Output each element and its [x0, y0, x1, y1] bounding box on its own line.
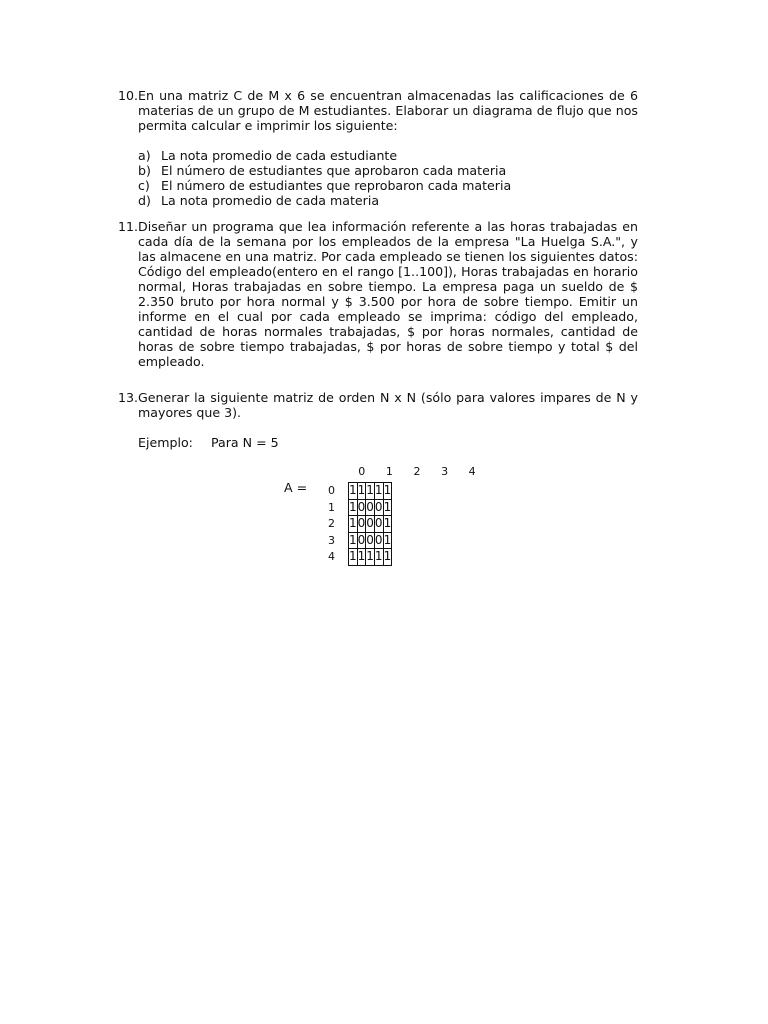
- item-text: El número de estudiantes que reprobaron cada materia: [161, 178, 512, 193]
- row-header: 3: [328, 533, 335, 547]
- matrix-cell: 1: [383, 483, 392, 500]
- matrix-cell: 0: [366, 516, 375, 533]
- matrix-cell: 1: [383, 532, 392, 549]
- matrix-cell: 0: [366, 499, 375, 516]
- problem-10: [118, 88, 638, 208]
- column-header: 4: [468, 465, 476, 478]
- matrix-table: [348, 482, 392, 566]
- matrix-cell: 1: [349, 483, 358, 500]
- matrix-column-headers: [348, 465, 486, 478]
- matrix-cell: 0: [357, 516, 366, 533]
- matrix-row-headers: [328, 483, 335, 566]
- column-header: 0: [358, 465, 366, 478]
- item-letter: d): [138, 193, 151, 208]
- matrix-cell: 1: [383, 516, 392, 533]
- row-header: 4: [328, 550, 335, 564]
- table-row: [349, 532, 392, 549]
- matrix-cell: 0: [357, 532, 366, 549]
- list-item: [138, 148, 638, 163]
- matrix-cell: 1: [349, 516, 358, 533]
- item-text: El número de estudiantes que aprobaron cada materia: [161, 163, 507, 178]
- matrix-cell: 1: [349, 532, 358, 549]
- item-text: La nota promedio de cada estudiante: [161, 148, 398, 163]
- item-letter: c): [138, 178, 150, 193]
- matrix-cell: 1: [383, 499, 392, 516]
- matrix-name: A =: [284, 480, 308, 495]
- list-item: [138, 178, 638, 193]
- matrix-cell: 0: [374, 516, 383, 533]
- matrix-cell: 0: [366, 532, 375, 549]
- matrix-cell: 0: [357, 499, 366, 516]
- row-header: 1: [328, 500, 335, 514]
- problem-text: Generar la siguiente matriz de orden N x N (sólo para valores impares de N y mayores que 3).: [138, 390, 638, 420]
- matrix-cell: 1: [349, 549, 358, 566]
- table-row: [349, 516, 392, 533]
- matrix-cell: 1: [366, 483, 375, 500]
- problem-11: [118, 219, 638, 369]
- example-value: Para N = 5: [211, 435, 279, 450]
- matrix-cell: 1: [374, 483, 383, 500]
- table-row: [349, 483, 392, 500]
- column-header: 3: [441, 465, 449, 478]
- matrix-cell: 0: [374, 499, 383, 516]
- item-letter: b): [138, 163, 151, 178]
- table-row: [349, 499, 392, 516]
- column-header: 2: [413, 465, 421, 478]
- item-letter: a): [138, 148, 151, 163]
- table-row: [349, 549, 392, 566]
- list-item: [138, 193, 638, 208]
- column-header: 1: [385, 465, 393, 478]
- matrix-cell: 0: [374, 532, 383, 549]
- matrix-cell: 1: [383, 549, 392, 566]
- matrix-cell: 1: [349, 499, 358, 516]
- problem-number: 11.: [118, 219, 139, 234]
- matrix-cell: 1: [366, 549, 375, 566]
- example-label: Ejemplo:: [138, 435, 193, 450]
- matrix-cell: 1: [374, 549, 383, 566]
- problem-intro: En una matriz C de M x 6 se encuentran almacenadas las calificaciones de 6 materias de un grupo de M estudiantes. Elaborar un diagrama de flujo que nos permita calcular e imprimir los siguiente:: [138, 88, 638, 133]
- item-text: La nota promedio de cada materia: [161, 193, 380, 208]
- problem-13: [118, 390, 638, 450]
- row-header: 0: [328, 484, 335, 497]
- row-header: 2: [328, 517, 335, 531]
- matrix-cell: 1: [357, 549, 366, 566]
- problem-number: 13.: [118, 390, 139, 405]
- problem-number: 10.: [118, 88, 139, 103]
- matrix-cell: 1: [357, 483, 366, 500]
- example-line: [138, 435, 638, 450]
- list-item: [138, 163, 638, 178]
- problem-items-list: [138, 148, 638, 208]
- problem-text: Diseñar un programa que lea información referente a las horas trabajadas en cada día de la semana por los empleados de la empresa "La Huelga S.A.", y las almacene en una matriz. Por cada empleado se tienen los siguientes datos: Código del empleado(entero en el rango [1..100]), Horas trabajadas en horario normal, Horas trabajadas en sobre tiempo. La empresa paga un sueldo de $ 2.350 bruto por hora normal y $ 3.500 por hora de sobre tiempo. Emitir un informe en el cual por cada empleado se imprima: código del empleado, cantidad de horas normales trabajadas, $ por horas normales, cantidad de horas de sobre tiempo trabajadas, $ por horas de sobre tiempo y total $ del empleado.: [138, 219, 638, 369]
